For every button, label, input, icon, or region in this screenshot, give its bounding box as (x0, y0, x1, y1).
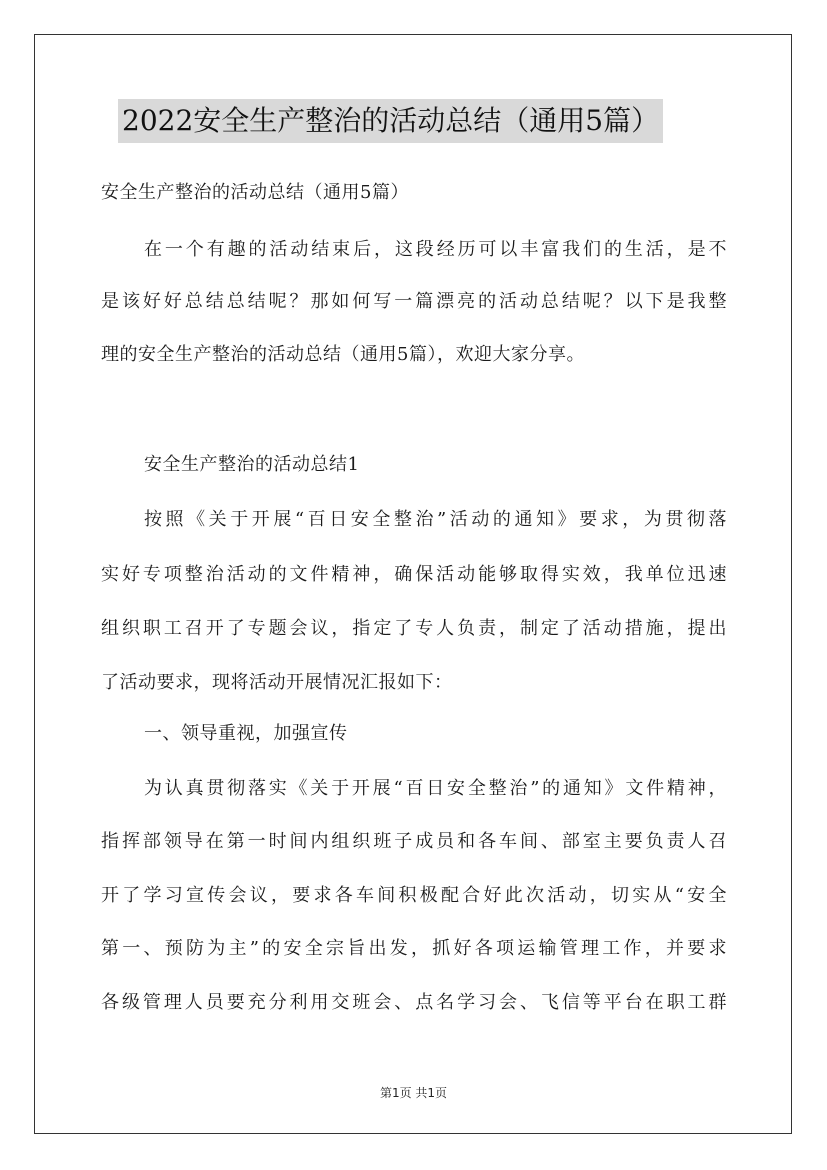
intro-line-3: 理的安全生产整治的活动总结（通用5篇），欢迎大家分享。 (101, 344, 585, 365)
section-1-para-2-line-5: 各级管理人员要充分利用交班会、点名学习会、飞信等平台在职工群 (101, 992, 727, 1013)
section-1-para-1-line-4: 了活动要求，现将活动开展情况汇报如下： (101, 672, 453, 693)
section-1-para-2-line-3: 开了学习宣传会议，要求各车间积极配合好此次活动，切实从“安全 (101, 885, 727, 906)
section-1-para-1-line-2: 实好专项整治活动的文件精神，确保活动能够取得实效，我单位迅速 (101, 564, 727, 585)
section-1-para-2-line-1: 为认真贯彻落实《关于开展“百日安全整治”的通知》文件精神， (144, 778, 727, 799)
section-1-para-1-line-1: 按照《关于开展“百日安全整治”活动的通知》要求，为贯彻落 (144, 509, 727, 530)
intro-line-2: 是该好好总结总结呢？那如何写一篇漂亮的活动总结呢？以下是我整 (101, 291, 727, 312)
section-1-para-1-line-3: 组织职工召开了专题会议，指定了专人负责，制定了活动措施，提出 (101, 618, 727, 639)
document-title: 2022安全生产整治的活动总结（通用5篇） (118, 99, 663, 143)
document-subtitle: 安全生产整治的活动总结（通用5篇） (101, 182, 409, 203)
subheading-1: 一、领导重视，加强宣传 (144, 723, 348, 744)
section-1-para-2-line-2: 指挥部领导在第一时间内组织班子成员和各车间、部室主要负责人召 (101, 831, 727, 852)
page-footer: 第1页 共1页 (379, 1086, 448, 1100)
section-1-para-2-line-4: 第一、预防为主”的安全宗旨出发，抓好各项运输管理工作，并要求 (101, 938, 727, 959)
intro-line-1: 在一个有趣的活动结束后，这段经历可以丰富我们的生活，是不 (144, 239, 727, 260)
section-1-heading: 安全生产整治的活动总结1 (144, 454, 360, 475)
